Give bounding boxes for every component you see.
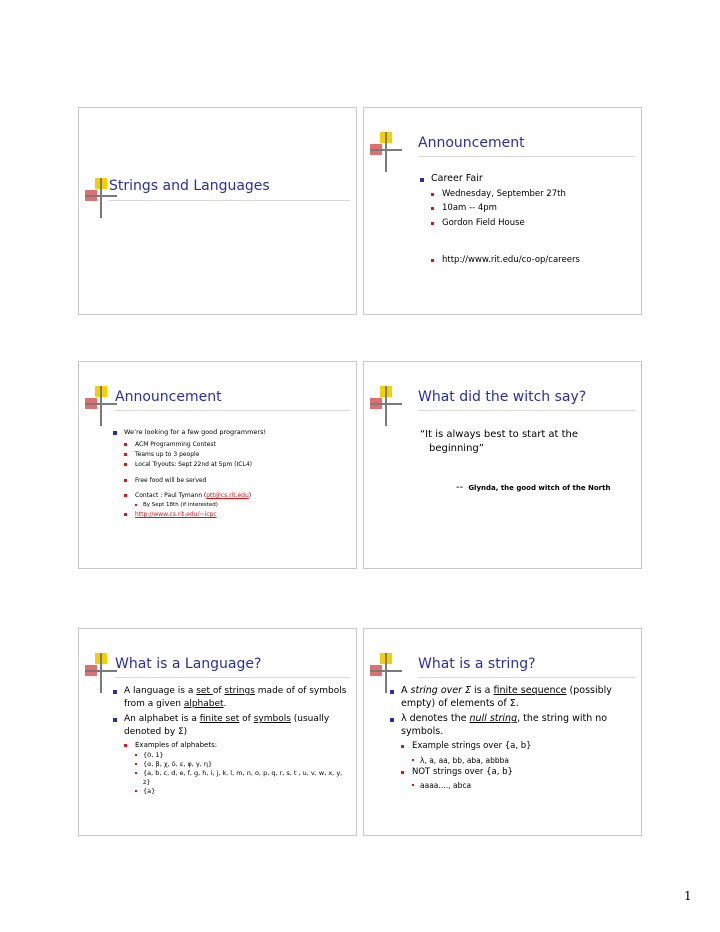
slide-content xyxy=(420,173,633,270)
contact-prefix: Contact : Paul Tymann ( xyxy=(135,492,207,499)
title-rule xyxy=(115,677,350,678)
sub-bullet-link xyxy=(124,510,348,519)
quote-line-1: “It is always best to start at the xyxy=(420,429,579,440)
slide-decoration-icon xyxy=(85,386,117,434)
alphabet-example: {a, b, c, d, e, f, g, h, i, j, k, l, m, n, o, p, q, r, s, t , u, v, w, x, y, z} xyxy=(135,769,348,787)
bullet: We’re looking for a few good programmers! xyxy=(113,428,348,437)
alphabet-example: {0, 1} xyxy=(135,751,348,760)
slide-title: What is a string? xyxy=(418,656,536,672)
slide-decoration-icon xyxy=(370,132,402,180)
example-strings: λ, a, aa, bb, aba, abbba xyxy=(412,756,635,765)
title-rule xyxy=(109,200,350,201)
quote xyxy=(420,428,578,456)
contact-suffix: ) xyxy=(248,492,252,499)
sub-bullet-url: http://www.rit.edu/co-op/careers xyxy=(431,255,633,267)
alphabet-example: {α, β, χ, δ, ε, φ, γ, η} xyxy=(135,760,348,769)
sub-bullet: Free food will be served xyxy=(124,476,348,485)
quote-attribution xyxy=(456,475,610,494)
bullet: An alphabet is a finite set of symbols (usually denoted by Σ) xyxy=(113,713,348,738)
sub-bullet: NOT strings over {a, b} xyxy=(401,767,635,779)
attribution-text: Glynda, the good witch of the North xyxy=(468,484,611,492)
slide-4 xyxy=(363,361,642,569)
bullet: A string over Σ is a finite sequence (possibly empty) of elements of Σ. xyxy=(390,685,635,710)
slide-title: Announcement xyxy=(418,135,525,151)
sub-bullet: Example strings over {a, b} xyxy=(401,741,635,753)
slide-2 xyxy=(363,107,642,315)
slide-content xyxy=(113,428,348,520)
sub-bullet: ACM Programming Contest xyxy=(124,440,348,449)
bullet: A language is a set of strings made of of symbols from a given alphabet. xyxy=(113,685,348,710)
icpc-link[interactable]: http://www.cs.rit.edu/~icpc xyxy=(135,511,217,518)
slide-5 xyxy=(78,628,357,836)
slide-content xyxy=(390,685,635,790)
sub-bullet: 10am -- 4pm xyxy=(431,203,633,215)
page-number: 1 xyxy=(684,889,692,903)
slide-1 xyxy=(78,107,357,315)
slide-decoration-icon xyxy=(370,386,402,434)
sub-bullet-contact xyxy=(124,491,348,500)
bullet: Career Fair xyxy=(420,173,633,186)
slide-6 xyxy=(363,628,642,836)
bullet: λ denotes the null string, the string with no symbols. xyxy=(390,713,635,738)
title-rule xyxy=(418,156,635,157)
title-rule xyxy=(418,677,635,678)
sub-bullet: Local Tryouts: Sept 22nd at 5pm (ICL4) xyxy=(124,460,348,469)
sub-bullet: Examples of alphabets: xyxy=(124,741,348,750)
quote-line-2: beginning” xyxy=(429,443,484,454)
slide-content xyxy=(113,685,348,796)
sub-bullet: Wednesday, September 27th xyxy=(431,189,633,201)
slide-title: Announcement xyxy=(115,389,222,405)
sub-bullet: Gordon Field House xyxy=(431,218,633,230)
non-example-strings: aaaa…., abca xyxy=(412,781,635,790)
attribution-dash: -- xyxy=(456,482,464,493)
sub-bullet: Teams up to 3 people xyxy=(124,450,348,459)
slide-title: What did the witch say? xyxy=(418,389,587,405)
contact-email-link[interactable]: ptt@cs.rit.edu xyxy=(206,492,249,499)
slide-3 xyxy=(78,361,357,569)
sub-sub-bullet: By Sept 18th (if interested) xyxy=(135,501,348,510)
title-rule xyxy=(115,410,350,411)
alphabet-example: {a} xyxy=(135,787,348,796)
slide-title: What is a Language? xyxy=(115,656,262,672)
slide-title: Strings and Languages xyxy=(109,178,270,194)
title-rule xyxy=(418,410,635,411)
